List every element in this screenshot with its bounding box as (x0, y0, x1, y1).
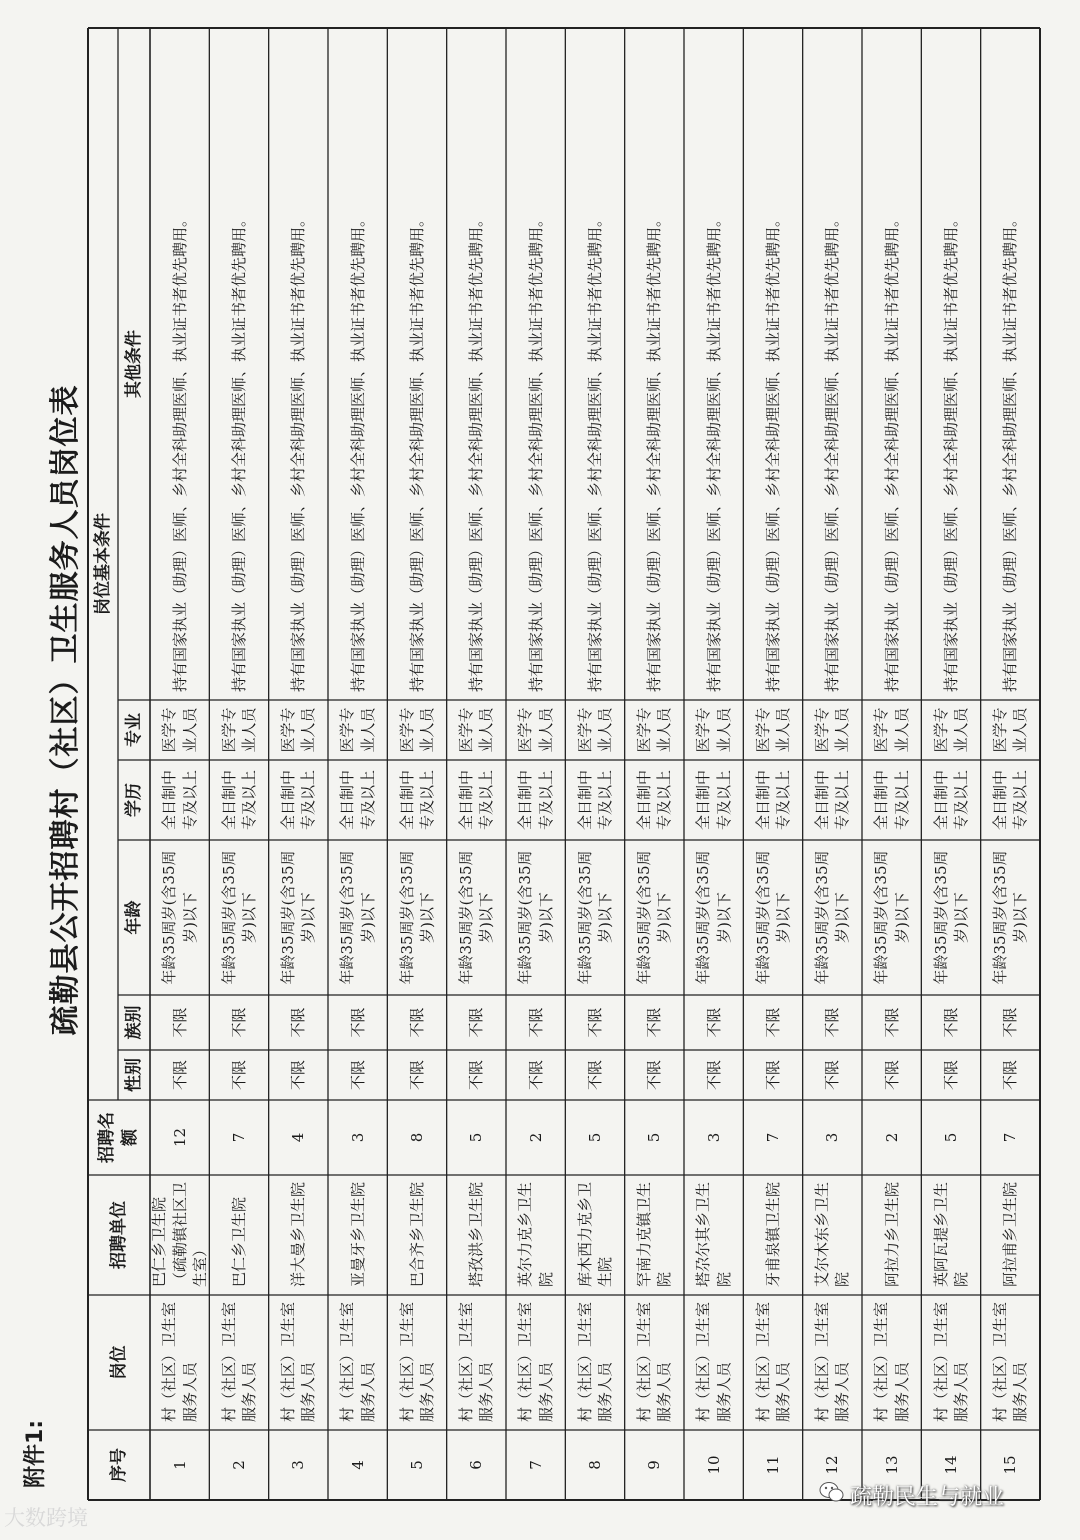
row-ethnicity: 不限 (467, 1007, 486, 1038)
row-education: 全日制中专及以上 (991, 770, 1030, 831)
watermark-left: 大数跨境 (4, 1506, 88, 1530)
row-education: 全日制中专及以上 (872, 770, 911, 831)
row-age: 年龄35周岁(含35周岁)以下 (457, 850, 496, 985)
row-other: 持有国家执业（助理）医师、乡村全科助理医师、执业证书者优先聘用。 (1001, 211, 1020, 692)
row-position: 村（社区）卫生室服务人员 (872, 1301, 911, 1422)
row-other: 持有国家执业（助理）医师、乡村全科助理医师、执业证书者优先聘用。 (348, 211, 367, 692)
row-ethnicity: 不限 (585, 1007, 604, 1038)
row-major: 医学专业人员 (872, 707, 911, 753)
row-gender: 不限 (585, 1060, 604, 1091)
row-position: 村（社区）卫生室服务人员 (279, 1301, 318, 1422)
row-ethnicity: 不限 (170, 1007, 189, 1038)
row-unit: 塔尕尔其乡卫生院 (694, 1181, 733, 1287)
row-index: 5 (407, 1460, 426, 1470)
row-gender: 不限 (1001, 1060, 1020, 1091)
row-major: 医学专业人员 (219, 707, 258, 753)
row-age: 年龄35周岁(含35周岁)以下 (338, 850, 377, 985)
header-position: 岗位 (108, 1345, 129, 1380)
row-quota: 3 (348, 1132, 367, 1143)
row-major: 医学专业人员 (991, 707, 1030, 753)
row-unit: 巴合齐乡卫生院 (407, 1181, 426, 1287)
row-education: 全日制中专及以上 (753, 770, 792, 831)
row-position: 村（社区）卫生室服务人员 (219, 1301, 258, 1422)
row-gender: 不限 (289, 1060, 308, 1091)
row-gender: 不限 (467, 1060, 486, 1091)
row-education: 全日制中专及以上 (338, 770, 377, 831)
row-quota: 5 (467, 1132, 486, 1143)
row-major: 医学专业人员 (397, 707, 436, 753)
row-unit: 英尔力克乡卫生院 (516, 1181, 555, 1287)
row-other: 持有国家执业（助理）医师、乡村全科助理医师、执业证书者优先聘用。 (704, 211, 723, 692)
row-age: 年龄35周岁(含35周岁)以下 (635, 850, 674, 985)
row-position: 村（社区）卫生室服务人员 (753, 1301, 792, 1422)
row-quota: 3 (823, 1132, 842, 1143)
row-age: 年龄35周岁(含35周岁)以下 (575, 850, 614, 985)
row-position: 村（社区）卫生室服务人员 (575, 1301, 614, 1422)
row-gender: 不限 (823, 1060, 842, 1091)
row-gender: 不限 (882, 1060, 901, 1091)
attachment-label: 附件1: (23, 1419, 48, 1488)
row-index: 13 (882, 1455, 901, 1475)
row-major: 医学专业人员 (516, 707, 555, 753)
row-major: 医学专业人员 (813, 707, 852, 753)
row-education: 全日制中专及以上 (635, 770, 674, 831)
row-position: 村（社区）卫生室服务人员 (931, 1301, 970, 1422)
row-unit: 牙甫泉镇卫生院 (763, 1181, 782, 1287)
row-position: 村（社区）卫生室服务人员 (991, 1301, 1030, 1422)
header-unit: 招聘单位 (108, 1201, 129, 1269)
row-major: 医学专业人员 (160, 707, 199, 753)
row-quota: 7 (1001, 1132, 1020, 1143)
header-major: 专业 (123, 713, 144, 747)
row-major: 医学专业人员 (279, 707, 318, 753)
header-other: 其他条件 (123, 330, 144, 398)
row-position: 村（社区）卫生室服务人员 (160, 1301, 199, 1422)
row-other: 持有国家执业（助理）医师、乡村全科助理医师、执业证书者优先聘用。 (289, 211, 308, 692)
document-title: 疏勒县公开招聘村（社区）卫生服务人员岗位表 (48, 384, 83, 1036)
row-index: 9 (645, 1460, 664, 1470)
row-education: 全日制中专及以上 (219, 770, 258, 831)
row-ethnicity: 不限 (1001, 1007, 1020, 1038)
row-education: 全日制中专及以上 (160, 770, 199, 831)
row-ethnicity: 不限 (704, 1007, 723, 1038)
row-gender: 不限 (645, 1060, 664, 1091)
row-quota: 12 (170, 1127, 189, 1148)
row-index: 8 (585, 1460, 604, 1470)
row-age: 年龄35周岁(含35周岁)以下 (397, 850, 436, 985)
header-quota: 招聘名额 (97, 1112, 140, 1163)
row-other: 持有国家执业（助理）医师、乡村全科助理医师、执业证书者优先聘用。 (585, 211, 604, 692)
row-quota: 4 (289, 1132, 308, 1143)
row-ethnicity: 不限 (823, 1007, 842, 1038)
row-index: 10 (704, 1455, 723, 1475)
row-other: 持有国家执业（助理）医师、乡村全科助理医师、执业证书者优先聘用。 (526, 211, 545, 692)
row-ethnicity: 不限 (941, 1007, 960, 1038)
row-major: 医学专业人员 (635, 707, 674, 753)
row-unit: 阿拉甫乡卫生院 (1001, 1181, 1020, 1287)
row-age: 年龄35周岁(含35周岁)以下 (516, 850, 555, 985)
row-gender: 不限 (704, 1060, 723, 1091)
row-gender: 不限 (526, 1060, 545, 1091)
row-index: 7 (526, 1460, 545, 1470)
row-index: 1 (170, 1460, 189, 1470)
row-major: 医学专业人员 (338, 707, 377, 753)
header-index: 序号 (108, 1448, 129, 1482)
header-gender: 性别 (123, 1058, 144, 1092)
row-age: 年龄35周岁(含35周岁)以下 (279, 850, 318, 985)
row-ethnicity: 不限 (289, 1007, 308, 1038)
row-ethnicity: 不限 (882, 1007, 901, 1038)
row-ethnicity: 不限 (348, 1007, 367, 1038)
row-gender: 不限 (763, 1060, 782, 1091)
row-unit: 亚曼牙乡卫生院 (348, 1181, 367, 1287)
row-education: 全日制中专及以上 (279, 770, 318, 831)
row-position: 村（社区）卫生室服务人员 (813, 1301, 852, 1422)
row-position: 村（社区）卫生室服务人员 (635, 1301, 674, 1422)
row-unit: 英阿瓦提乡卫生院 (931, 1181, 970, 1287)
row-other: 持有国家执业（助理）医师、乡村全科助理医师、执业证书者优先聘用。 (229, 211, 248, 692)
row-position: 村（社区）卫生室服务人员 (397, 1301, 436, 1422)
row-gender: 不限 (229, 1060, 248, 1091)
row-quota: 5 (941, 1132, 960, 1143)
row-age: 年龄35周岁(含35周岁)以下 (813, 850, 852, 985)
row-index: 12 (823, 1455, 842, 1475)
row-education: 全日制中专及以上 (516, 770, 555, 831)
row-education: 全日制中专及以上 (397, 770, 436, 831)
row-major: 医学专业人员 (694, 707, 733, 753)
row-index: 3 (289, 1460, 308, 1470)
row-index: 6 (467, 1460, 486, 1470)
row-age: 年龄35周岁(含35周岁)以下 (931, 850, 970, 985)
row-index: 2 (229, 1460, 248, 1470)
row-age: 年龄35周岁(含35周岁)以下 (694, 850, 733, 985)
row-index: 15 (1001, 1455, 1020, 1475)
row-other: 持有国家执业（助理）医师、乡村全科助理医师、执业证书者优先聘用。 (823, 211, 842, 692)
row-age: 年龄35周岁(含35周岁)以下 (160, 850, 199, 985)
row-unit: 塔孜洪乡卫生院 (467, 1181, 486, 1287)
row-position: 村（社区）卫生室服务人员 (338, 1301, 377, 1422)
row-quota: 7 (763, 1132, 782, 1143)
header-basic-conditions: 岗位基本条件 (92, 513, 113, 615)
row-position: 村（社区）卫生室服务人员 (457, 1301, 496, 1422)
row-ethnicity: 不限 (229, 1007, 248, 1038)
row-position: 村（社区）卫生室服务人员 (516, 1301, 555, 1422)
row-other: 持有国家执业（助理）医师、乡村全科助理医师、执业证书者优先聘用。 (941, 211, 960, 692)
row-education: 全日制中专及以上 (694, 770, 733, 831)
header-age: 年龄 (123, 900, 144, 935)
row-unit: 库木西力克乡卫生院 (575, 1181, 614, 1287)
row-ethnicity: 不限 (407, 1007, 426, 1038)
row-quota: 5 (585, 1132, 604, 1143)
row-other: 持有国家执业（助理）医师、乡村全科助理医师、执业证书者优先聘用。 (407, 211, 426, 692)
row-age: 年龄35周岁(含35周岁)以下 (872, 850, 911, 985)
row-unit: 艾尔木东乡卫生院 (813, 1181, 852, 1287)
row-gender: 不限 (348, 1060, 367, 1091)
row-ethnicity: 不限 (763, 1007, 782, 1038)
row-education: 全日制中专及以上 (575, 770, 614, 831)
row-unit: 巴仁乡卫生院（疏勒镇社区卫生室） (150, 1181, 209, 1287)
row-other: 持有国家执业（助理）医师、乡村全科助理医师、执业证书者优先聘用。 (467, 211, 486, 692)
row-unit: 阿拉力乡卫生院 (882, 1181, 901, 1287)
row-gender: 不限 (941, 1060, 960, 1091)
row-position: 村（社区）卫生室服务人员 (694, 1301, 733, 1422)
row-index: 11 (763, 1455, 782, 1475)
row-education: 全日制中专及以上 (813, 770, 852, 831)
row-major: 医学专业人员 (753, 707, 792, 753)
row-age: 年龄35周岁(含35周岁)以下 (991, 850, 1030, 985)
row-quota: 2 (526, 1132, 545, 1143)
row-age: 年龄35周岁(含35周岁)以下 (219, 850, 258, 985)
row-other: 持有国家执业（助理）医师、乡村全科助理医师、执业证书者优先聘用。 (645, 211, 664, 692)
watermark-right: 疏勒民生与就业 (850, 1485, 1005, 1510)
wechat-icon (818, 1478, 846, 1506)
row-quota: 8 (407, 1132, 426, 1143)
row-quota: 7 (229, 1132, 248, 1143)
row-quota: 3 (704, 1132, 723, 1143)
row-other: 持有国家执业（助理）医师、乡村全科助理医师、执业证书者优先聘用。 (763, 211, 782, 692)
row-gender: 不限 (170, 1060, 189, 1091)
row-major: 医学专业人员 (931, 707, 970, 753)
row-gender: 不限 (407, 1060, 426, 1091)
row-education: 全日制中专及以上 (457, 770, 496, 831)
row-other: 持有国家执业（助理）医师、乡村全科助理医师、执业证书者优先聘用。 (170, 211, 189, 692)
row-unit: 巴仁乡卫生院 (229, 1196, 248, 1287)
row-quota: 2 (882, 1132, 901, 1143)
row-index: 4 (348, 1460, 367, 1470)
row-unit: 洋大曼乡卫生院 (289, 1181, 308, 1287)
row-education: 全日制中专及以上 (931, 770, 970, 831)
row-unit: 罕南力克镇卫生院 (635, 1181, 674, 1287)
header-education: 学历 (123, 783, 144, 817)
row-quota: 5 (645, 1132, 664, 1143)
row-age: 年龄35周岁(含35周岁)以下 (753, 850, 792, 985)
row-major: 医学专业人员 (575, 707, 614, 753)
row-ethnicity: 不限 (526, 1007, 545, 1038)
row-index: 14 (941, 1455, 960, 1475)
row-ethnicity: 不限 (645, 1007, 664, 1038)
row-other: 持有国家执业（助理）医师、乡村全科助理医师、执业证书者优先聘用。 (882, 211, 901, 692)
header-ethnicity: 族别 (123, 1005, 144, 1040)
row-major: 医学专业人员 (457, 707, 496, 753)
